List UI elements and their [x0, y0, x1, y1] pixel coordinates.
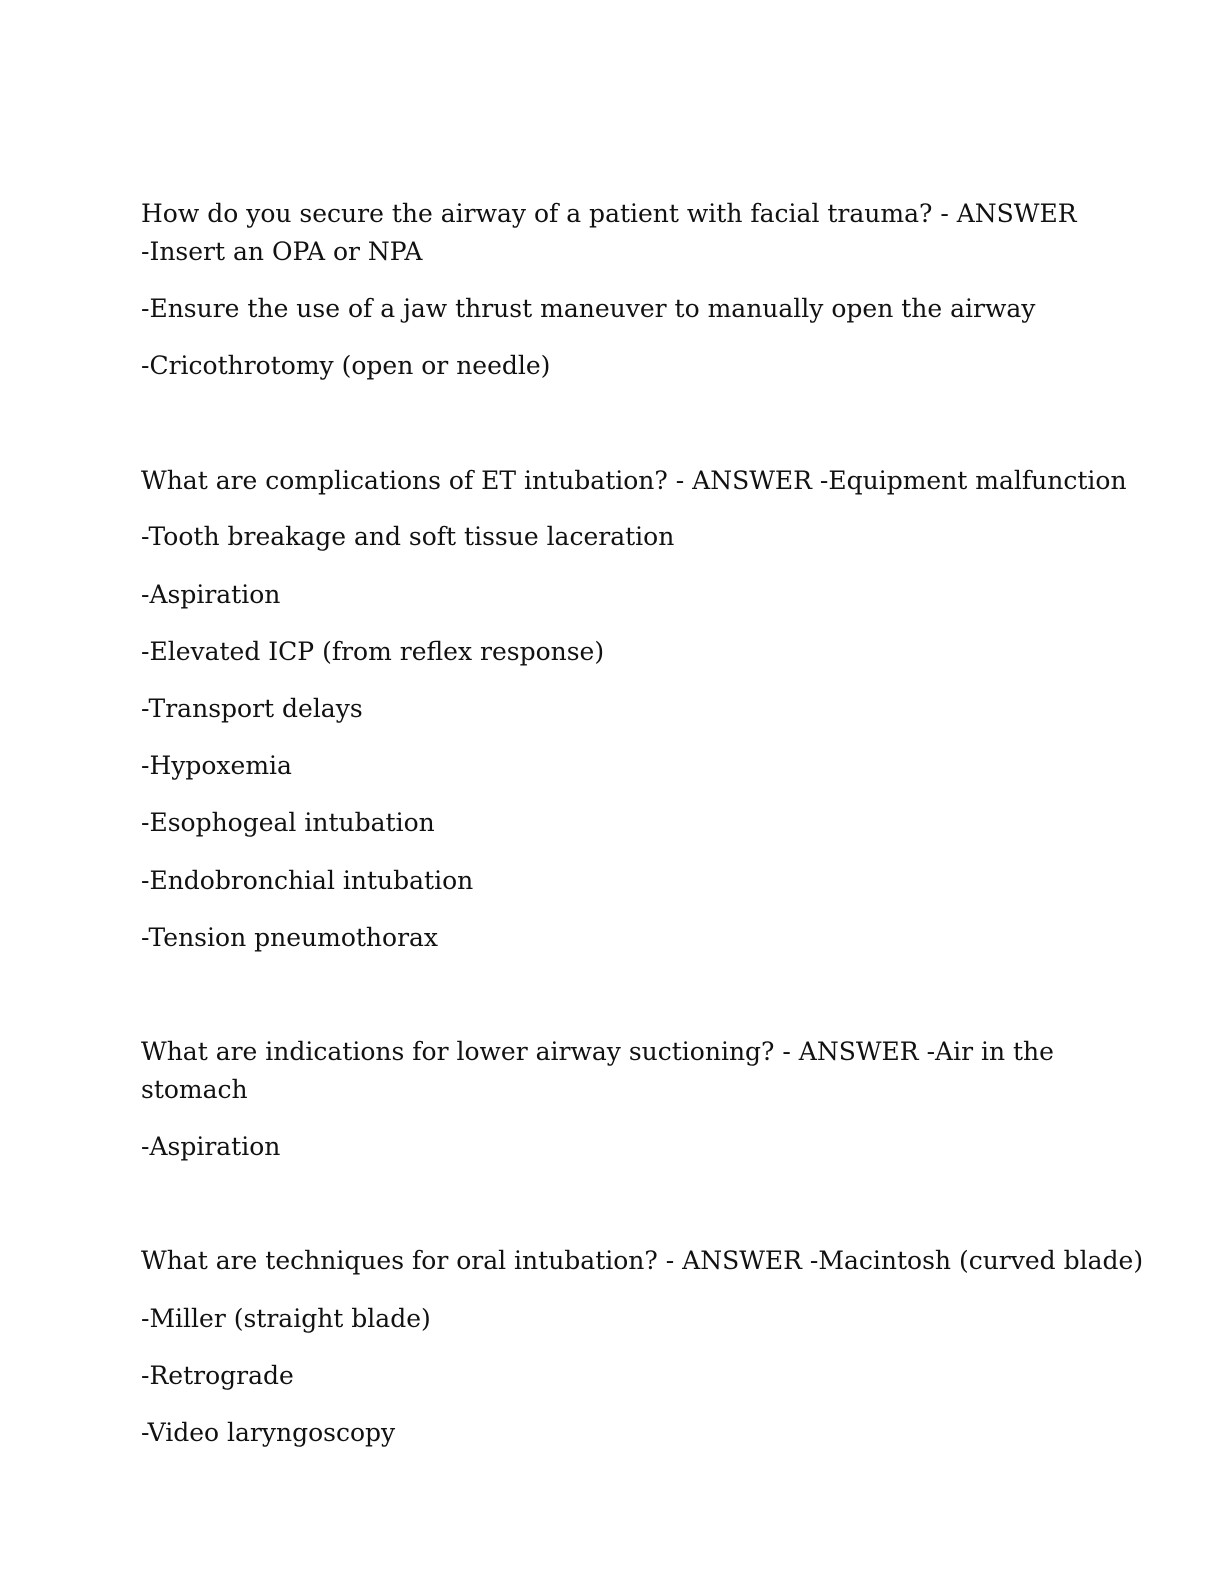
question-line: What are techniques for oral intubation? - ANSWER -Macintosh (curved blade)	[141, 1246, 1144, 1275]
answer-item: -Miller (straight blade)	[141, 1304, 431, 1333]
answer-item: -Video laryngoscopy	[141, 1418, 396, 1447]
answer-item: -Retrograde	[141, 1361, 294, 1390]
answer-item: -Transport delays	[141, 694, 363, 723]
answer-item: -Esophogeal intubation	[141, 808, 435, 837]
answer-item: -Hypoxemia	[141, 751, 292, 780]
answer-item: -Aspiration	[141, 580, 281, 609]
answer-line: stomach	[141, 1075, 248, 1104]
question-line: What are complications of ET intubation? - ANSWER -Equipment malfunction	[141, 466, 1127, 495]
question-line: What are indications for lower airway suctioning? - ANSWER -Air in the	[141, 1037, 1054, 1066]
answer-item: -Tension pneumothorax	[141, 923, 439, 952]
answer-item: -Elevated ICP (from reflex response)	[141, 637, 605, 666]
answer-item: -Cricothrotomy (open or needle)	[141, 351, 551, 380]
answer-item: -Ensure the use of a jaw thrust maneuver to manually open the airway	[141, 294, 1036, 323]
answer-item: -Endobronchial intubation	[141, 866, 474, 895]
answer-item: -Aspiration	[141, 1132, 281, 1161]
question-line: How do you secure the airway of a patient with facial trauma? - ANSWER	[141, 199, 1077, 228]
answer-line: -Insert an OPA or NPA	[141, 237, 423, 266]
answer-item: -Tooth breakage and soft tissue laceration	[141, 522, 675, 551]
